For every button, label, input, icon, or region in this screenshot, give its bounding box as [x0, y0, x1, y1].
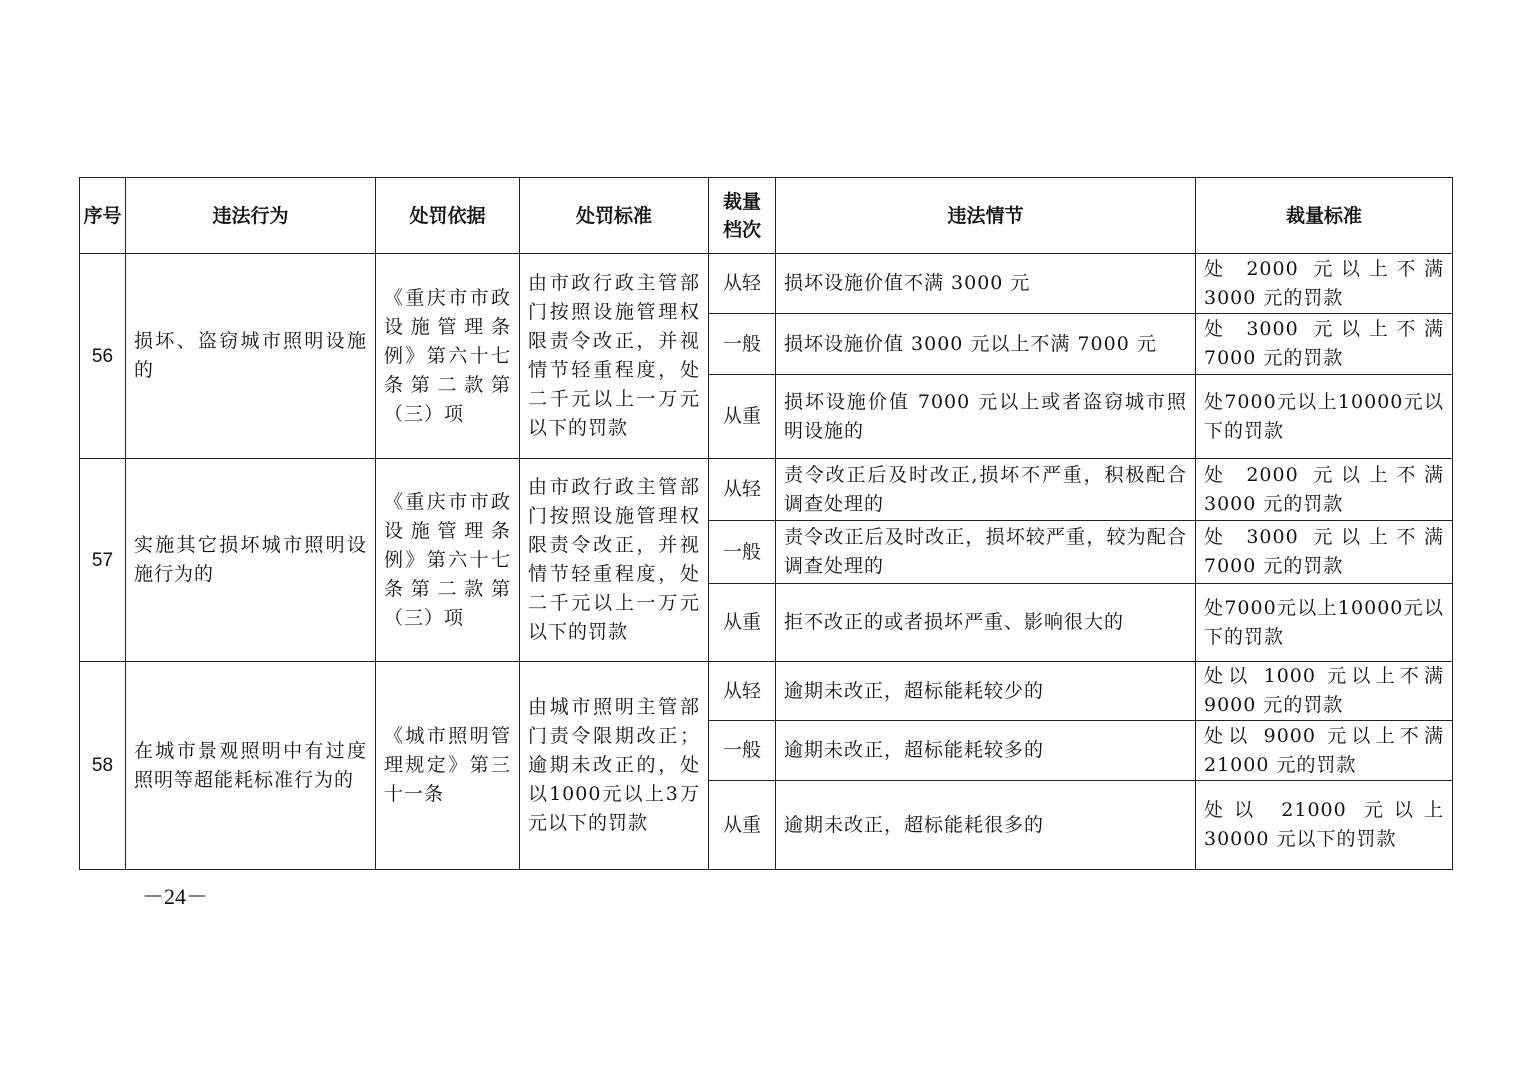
tier-circumstance: 逾期未改正，超标能耗较多的 [776, 721, 1196, 781]
table-header-row [80, 178, 1453, 254]
row-behavior: 实施其它损坏城市照明设施行为的 [126, 459, 376, 662]
row-seq: 57 [80, 459, 126, 662]
tier-discretion: 处以 9000 元以上不满 21000 元的罚款 [1196, 721, 1453, 781]
row-standard: 由市政行政主管部门按照设施管理权限责令改正，并视情节轻重程度，处二千元以上一万元以下的罚款 [520, 459, 709, 662]
row-behavior: 在城市景观照明中有过度照明等超能耗标准行为的 [126, 662, 376, 870]
row-basis: 《重庆市市政设施管理条例》第六十七条第二款第（三）项 [376, 459, 520, 662]
tier-level: 一般 [709, 521, 776, 584]
tier-circumstance: 逾期未改正，超标能耗很多的 [776, 781, 1196, 870]
tier-level: 从轻 [709, 662, 776, 721]
row-seq: 56 [80, 254, 126, 459]
row-seq: 58 [80, 662, 126, 870]
tier-level: 从重 [709, 781, 776, 870]
tier-circumstance: 损坏设施价值不满 3000 元 [776, 254, 1196, 314]
page-number: －24－ [142, 884, 209, 909]
tier-level: 从重 [709, 584, 776, 662]
tier-circumstance: 逾期未改正，超标能耗较少的 [776, 662, 1196, 721]
tier-level: 一般 [709, 721, 776, 781]
header-circumstance: 违法情节 [776, 178, 1196, 254]
table-row [80, 459, 1453, 521]
tier-circumstance: 责令改正后及时改正，损坏较严重，较为配合调查处理的 [776, 521, 1196, 584]
tier-level: 从重 [709, 375, 776, 459]
tier-discretion: 处7000元以上10000元以下的罚款 [1196, 375, 1453, 459]
row-standard: 由城市照明主管部门责令限期改正；逾期未改正的，处以1000元以上3万元以下的罚款 [520, 662, 709, 870]
tier-discretion: 处7000元以上10000元以下的罚款 [1196, 584, 1453, 662]
header-behavior: 违法行为 [126, 178, 376, 254]
header-level: 裁量档次 [709, 178, 776, 254]
tier-discretion: 处以 1000 元以上不满 9000 元的罚款 [1196, 662, 1453, 721]
penalty-discretion-table [79, 177, 1453, 870]
header-basis: 处罚依据 [376, 178, 520, 254]
tier-discretion: 处 3000 元以上不满 7000 元的罚款 [1196, 314, 1453, 375]
tier-circumstance: 损坏设施价值 3000 元以上不满 7000 元 [776, 314, 1196, 375]
header-standard: 处罚标准 [520, 178, 709, 254]
row-behavior: 损坏、盗窃城市照明设施的 [126, 254, 376, 459]
row-basis: 《重庆市市政设施管理条例》第六十七条第二款第（三）项 [376, 254, 520, 459]
tier-level: 从轻 [709, 459, 776, 521]
header-seq: 序号 [80, 178, 126, 254]
tier-discretion: 处 2000 元以上不满 3000 元的罚款 [1196, 459, 1453, 521]
tier-level: 一般 [709, 314, 776, 375]
table-row [80, 254, 1453, 314]
tier-circumstance: 损坏设施价值 7000 元以上或者盗窃城市照明设施的 [776, 375, 1196, 459]
row-basis: 《城市照明管理规定》第三十一条 [376, 662, 520, 870]
tier-discretion: 处 2000 元以上不满 3000 元的罚款 [1196, 254, 1453, 314]
header-discretion: 裁量标准 [1196, 178, 1453, 254]
tier-discretion: 处 3000 元以上不满 7000 元的罚款 [1196, 521, 1453, 584]
tier-level: 从轻 [709, 254, 776, 314]
row-standard: 由市政行政主管部门按照设施管理权限责令改正，并视情节轻重程度，处二千元以上一万元以下的罚款 [520, 254, 709, 459]
tier-circumstance: 拒不改正的或者损坏严重、影响很大的 [776, 584, 1196, 662]
tier-circumstance: 责令改正后及时改正,损坏不严重，积极配合调查处理的 [776, 459, 1196, 521]
tier-discretion: 处以 21000 元以上 30000 元以下的罚款 [1196, 781, 1453, 870]
table-row [80, 662, 1453, 721]
